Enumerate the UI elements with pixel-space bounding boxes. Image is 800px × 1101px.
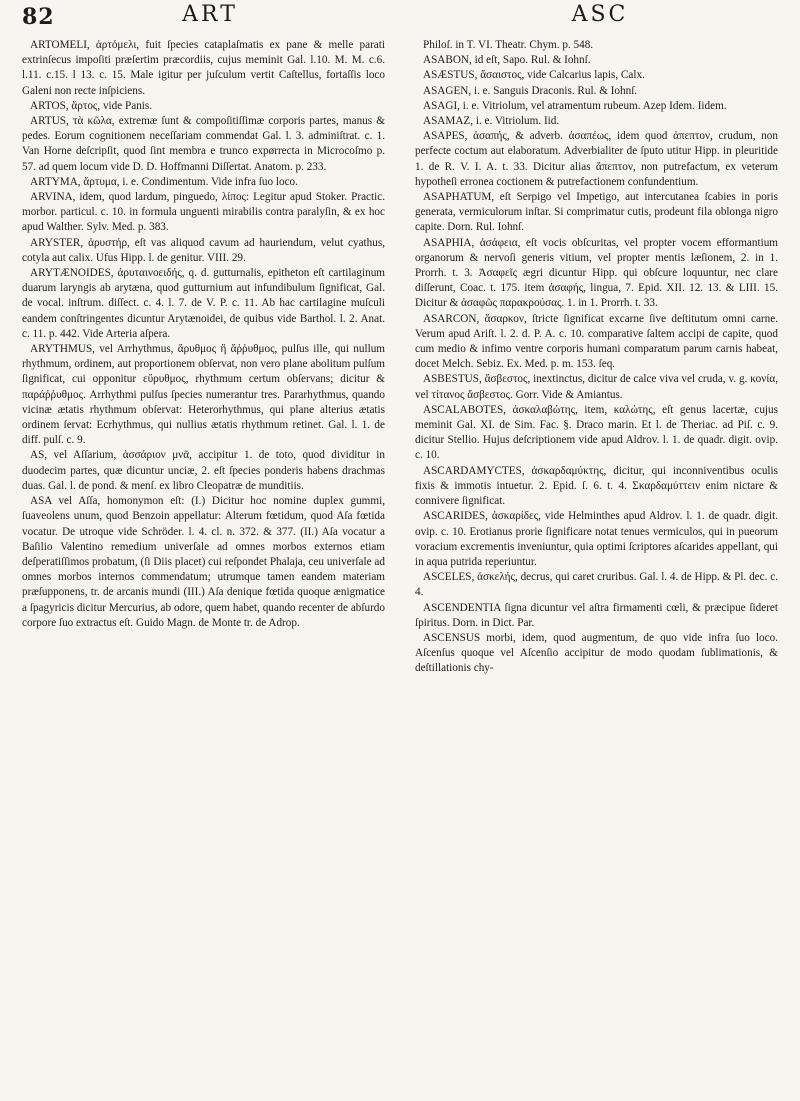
dictionary-entry: ASAPHIA, ἀσάφεια, eſt vocis obſcuritas, vel propter vocem efformantium organorum & nervoſi generis vitium, vel propter mentis læſionem, 2. in 1. Prorrh. t. 3. Ἀσαφεῖς ægri dicuntur Hipp. qui obſcure loquuntur, nec clare diſſerunt, Coac. t. 175. item ἀσαφής, lingua, 7. Epid. XII. 12. 13. & LIII. 15. Dicitur & ἀσαφῶς παρακρούσας. 1. in 1. Prorrh. t. 33. (415, 236, 778, 310)
running-head-left: ART (182, 2, 238, 27)
page-number: 82 (22, 4, 55, 30)
left-column (22, 38, 385, 631)
dictionary-entry: ASAMAZ, i. e. Vitriolum. Iid. (423, 115, 560, 128)
dictionary-entry: ASARCON, ἄσαρκον, ſtricte ſignificat excarne ſive deſtitutum omni carne. Verum apud Ariſt. l. 2. d. P. A. c. 10. comparative ſaltem accipi de capite, quod cum medio & infimo ventre corporis humani comparatum parum carnis habeat, docet Melch. Sebiz. Ex. Med. p. m. 153. ſeq. (415, 312, 778, 371)
dictionary-entry: ARYTHMUS, vel Arrhythmus, ἄρυθμος ἢ ἄῤῥυθμος, pulſus ille, qui nullum rhythmum, ordinem, aut proportionem obſervat, non vero plane abolitum pulſum ſignificat, cui opponitur εὔρυθμος, rhythmum certum obſervans; dicitur & παράῤῥυθμος. Arrhythmi pulſus ſpecies numerantur tres. Pararhythmus, quando vicinæ ætatis rhythmum obſervat: Heterorhythmus, qui plane alterius ætatis ordinem ſervat: Ecrhythmus, qui nullius ætatis rhythmum retinet. Gal. l. 1. de diff. pulſ. c. 9. (22, 343, 385, 447)
right-column (415, 38, 778, 677)
dictionary-entry: ARYTÆNOIDES, ἀρυταινοειδής, q. d. gutturnalis, epitheton eſt cartilaginum duarum laryngis ab arytæna, quod gutturnium aut infundibulum ſignificat, Gal. de vocal. inſtrum. diſſect. c. 4. l. 7. de V. P. c. 11. Ab hac cartilagine muſculi eandem conſtringentes dicuntur Arytænoidei, de quibus vide Barthol. l. 2. Anat. c. 11. p. 442. Vide Arteria aſpera. (22, 267, 385, 340)
dictionary-entry: ASAGI, i. e. Vitriolum, vel atramentum rubeum. Azep Idem. Iidem. (423, 99, 727, 112)
dictionary-entry: ASCELES, ἀσκελής, decrus, qui caret cruribus. Gal. l. 4. de Hipp. & Pl. dec. c. 4. (415, 571, 778, 599)
running-head-right: ASC (571, 2, 629, 27)
dictionary-entry: ASCENDENTIA ſigna dicuntur vel aſtra firmamenti cœli, & præcipue ſideret ſpiritus. Dorn. in Dict. Par. (415, 601, 778, 629)
dictionary-entry: ARYSTER, ἀρυστήρ, eſt vas aliquod cavum ad hauriendum, velut cyathus, cotyla aut calix. Ufus Hipp. l. de genitur. VIII. 29. (22, 236, 385, 264)
dictionary-entry: ARVINA, idem, quod lardum, pinguedo, λίπος: Legitur apud Stoker. Practic. morbor. particul. c. 10. in formula unguenti mirabilis contra paralyſin, & ex hoc apud Walther. Sylv. Med. p. 383. (22, 191, 385, 234)
dictionary-entry: ASCENSUS morbi, idem, quod augmentum, de quo vide infra ſuo loco. Aſcenſus quoque vel Aſcenſio accipitur de modo quodam ſublimationis, & deſtillationis chy- (415, 631, 778, 675)
dictionary-entry: ASCARIDES, ἀσκαρίδες, vide Helminthes apud Aldrov. l. 1. de quadr. digit. ovip. c. 10. Erotianus prorie ſignificare notat tenues vermiculos, qui in pueorum voracium excrementis inveniuntur, quia optimi ſcriptores aſcarides appellant, qui in aqua putrida reperiuntur. (415, 510, 778, 568)
dictionary-entry: ASCARDAMYCTES, ἀσκαρδαμύκτης, dicitur, qui inconniventibus oculis fixis & immotis intuetur. 2. Epid. ſ. 6. t. 4. Σκαρδαμύττειν enim nictare & connivere ſignificat. (415, 464, 778, 508)
dictionary-entry: ASAPHATUM, eſt Serpigo vel Impetigo, aut intercutanea ſcabies in poris generata, vermiculorum inſtar. Si comprimatur cutis, prodeunt fila oblonga nigro capite. Dorn. Rul. Iohnſ. (415, 191, 778, 234)
dictionary-entry: AS, vel Aſſarium, ἀσσάριον μνᾶ, accipitur 1. de toto, quod dividitur in duodecim partes, quæ dicuntur unciæ, 2. eſt ſpecies ponderis habens drachmas duas. Gal. l. de pond. & menſ. ex libro Cleopatræ de munditiis. (22, 449, 385, 492)
dictionary-entry: ARTOS, ἄρτος, vide Panis. (30, 99, 153, 112)
dictionary-entry: ARTOMELI, ἀρτόμελι, fuit ſpecies cataplaſmatis ex pane & melle parati extrinſecus impoſiti præſertim præcordiis, cujus meminit Gal. l.10. M. M. c.6. l.11. c.15. l 13. c. 15. Male igitur per juſculum vertit Caſtellus, fortaſſis loco Galeni non recte inſpiciens. (22, 39, 385, 97)
dictionary-entry: ARTUS, τὰ κῶλα, extremæ ſunt & compoſitiſſimæ corporis partes, manus & pedes. Eorum cognitionem neceſſariam commendat Gal. l. 3. adminiſtrat. c. 1. Van Horne deſcripſit, quod ſint membra e trunco expørrecta in Microcoſmo p. 57. ad quem locum vide D. D. Hoffmanni Diſſertat. Anatom. p. 233. (22, 115, 385, 173)
dictionary-entry: Philoſ. in T. VI. Theatr. Chym. p. 548. (423, 39, 594, 51)
dictionary-entry: ASBESTUS, ἄσβεστος, inextinctus, dicitur de calce viva vel cruda, v. g. κονία, vel τίτανος ἄσβεστος. Gorr. Vide & Amiantus. (415, 373, 778, 401)
dictionary-entry: ASAGEN, i. e. Sanguis Draconis. Rul. & Iohnſ. (423, 84, 638, 97)
dictionary-entry: ASA vel Aſſa, homonymon eſt: (I.) Dicitur hoc nomine duplex gummi, ſuaveolens unum, quod Benzoin appellatur: Alterum fœtidum, quod Aſa fœtida vocatur. De utroque vide Schröder. l. 4. cl. n. 372. & 377. (II.) Aſa vocatur a Baſilio Valentino remedium univerſale ad omnes morbos externos etiam deſperatiſſimos probatum, (ſi Diis placet) cui reſpondet Phalaja, ceu univerſale ad omnes morbos internos commendatum; utrumque tamen eandem materiam præſupponens, tr. de arcanis mundi (III.) Aſa denique fœtida quoque ænigmatice a ſpagyricis dicitur Mercurius, ab odore, quem habet, quando recenter de abſurdo corpore ſuo extractus eſt. Guido Magn. de Monte tr. de Adrop. (22, 495, 385, 629)
dictionary-entry: ASÆSTUS, ἄσαιστος, vide Calcarius lapis, Calx. (423, 69, 645, 82)
dictionary-entry: ASCALABOTES, ἀσκαλαβώτης, item, καλώτης, eſt genus lacertæ, cujus meminit Gal. XI. de Sim. Fac. §. Draco marin. Et l. de Theriac. ad Piſ. c. 9. dicitur Stellio. Hujus deſcriptionem vide apud Aldrov. l. 1. de quadr. digit. ovip. c. 10. (415, 403, 778, 462)
dictionary-entry: ASAPES, ἀσαπής, & adverb. ἀσαπέως, idem quod ἀπεπτον, crudum, non perfecte coctum aut elaboratum. Adverbialiter de ſputo utitur Hipp. in pleuritide 1. de R. V. I. A. t. 33. Dicitur alias ἄπεπτον, non putrefactum, ex veterum hypotheſi erronea coctionem & putrefactionem confundentium. (415, 130, 778, 188)
dictionary-entry: ARTYMA, ἄρτυμα, i. e. Condimentum. Vide infra ſuo loco. (30, 175, 298, 188)
dictionary-entry: ASABON, id eſt, Sapo. Rul. & Iohnſ. (423, 54, 591, 67)
page-header (0, 0, 800, 36)
